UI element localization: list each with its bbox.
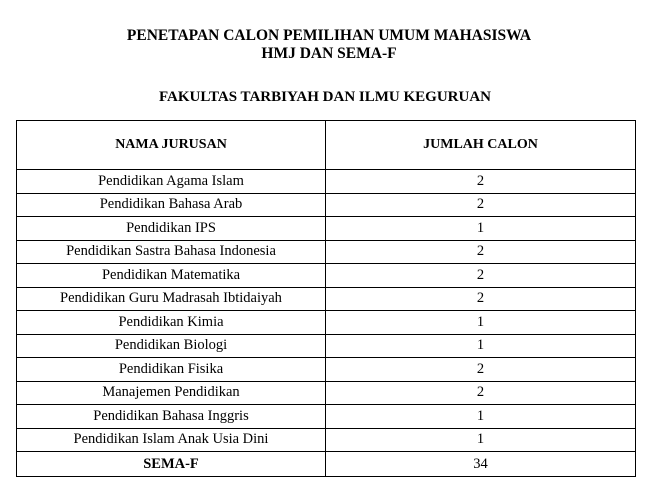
cell-jurusan: Pendidikan Agama Islam [17,170,326,194]
cell-jumlah: 1 [326,217,636,241]
cell-jurusan: Manajemen Pendidikan [17,381,326,405]
document-subtitle: FAKULTAS TARBIYAH DAN ILMU KEGURUAN [159,89,491,105]
cell-jurusan: Pendidikan Kimia [17,311,326,335]
table-row [17,240,636,264]
table-header-row [17,121,636,170]
cell-jumlah: 2 [326,287,636,311]
cell-jumlah: 2 [326,193,636,217]
table-row [17,287,636,311]
cell-jurusan: Pendidikan Biologi [17,334,326,358]
table-row [17,358,636,382]
table-row [17,193,636,217]
cell-jurusan: Pendidikan Bahasa Arab [17,193,326,217]
total-label: SEMA-F [17,452,326,477]
cell-jumlah: 1 [326,405,636,429]
cell-jurusan: Pendidikan Sastra Bahasa Indonesia [17,240,326,264]
table-row [17,405,636,429]
candidate-table [16,120,636,477]
document-title: PENETAPAN CALON PEMILIHAN UMUM MAHASISWA [126,27,532,44]
cell-jumlah: 2 [326,170,636,194]
cell-jurusan: Pendidikan Islam Anak Usia Dini [17,428,326,452]
cell-jurusan: Pendidikan Fisika [17,358,326,382]
document-title-line2: HMJ DAN SEMA-F [261,45,397,62]
table-row [17,428,636,452]
cell-jurusan: Pendidikan Bahasa Inggris [17,405,326,429]
table-row [17,217,636,241]
table-row [17,334,636,358]
cell-jurusan: Pendidikan Guru Madrasah Ibtidaiyah [17,287,326,311]
table-row [17,311,636,335]
cell-jumlah: 2 [326,264,636,288]
cell-jumlah: 1 [326,334,636,358]
table-row [17,381,636,405]
column-header-jumlah: JUMLAH CALON [326,121,636,170]
cell-jumlah: 2 [326,358,636,382]
table-total-row [17,452,636,477]
cell-jumlah: 2 [326,381,636,405]
cell-jumlah: 2 [326,240,636,264]
total-value: 34 [326,452,636,477]
column-header-jurusan: NAMA JURUSAN [17,121,326,170]
table-row [17,170,636,194]
cell-jumlah: 1 [326,311,636,335]
cell-jurusan: Pendidikan Matematika [17,264,326,288]
cell-jurusan: Pendidikan IPS [17,217,326,241]
cell-jumlah: 1 [326,428,636,452]
table-row [17,264,636,288]
